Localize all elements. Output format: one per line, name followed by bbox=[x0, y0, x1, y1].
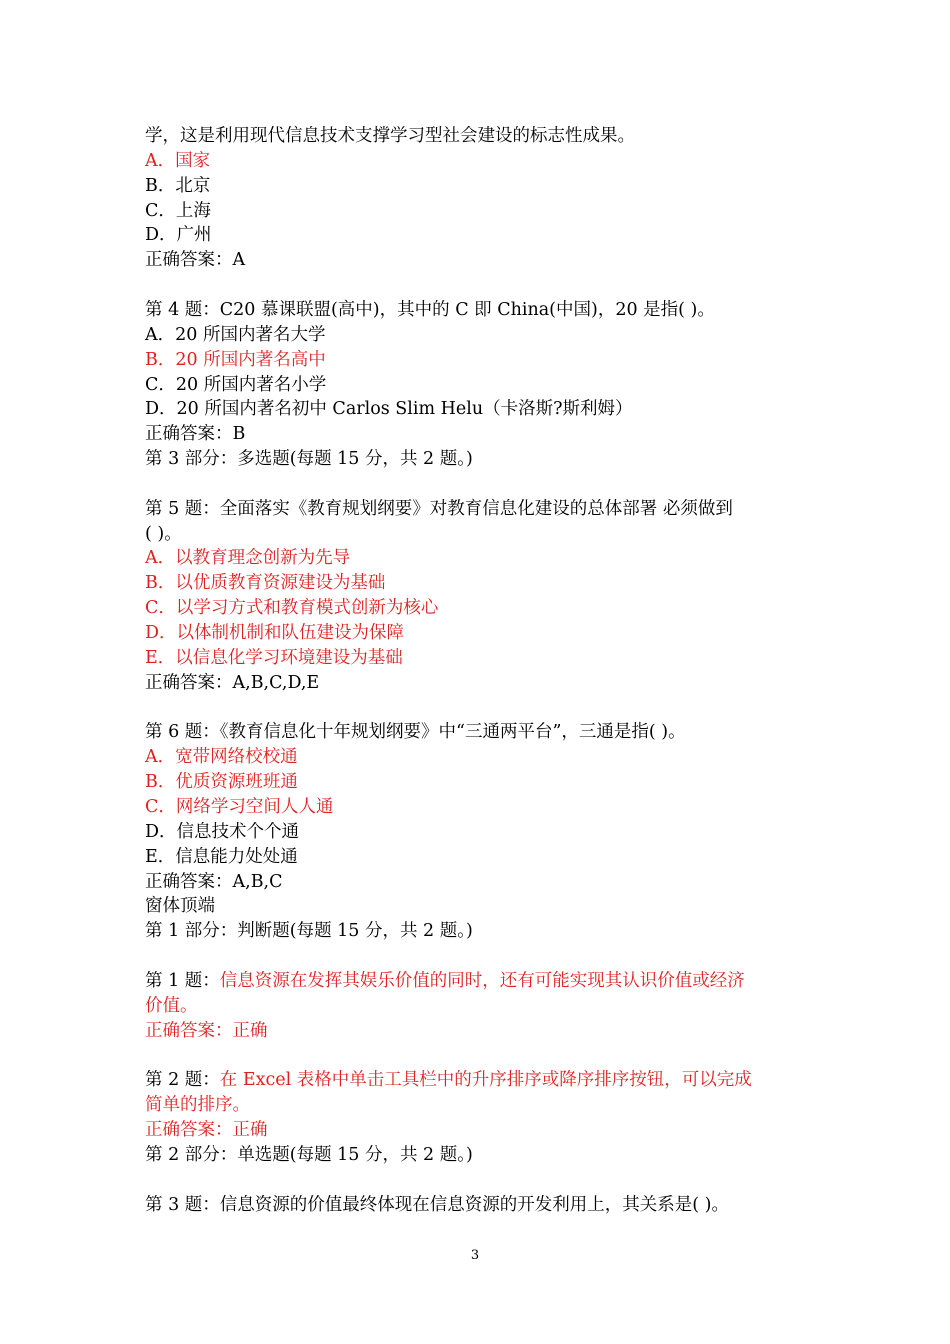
text-segment: E．信息能力处处通 bbox=[145, 846, 298, 867]
text-line bbox=[145, 820, 299, 845]
text-segment: C．以学习方式和教育模式创新为核心 bbox=[145, 598, 439, 619]
text-segment: C．20 所国内著名小学 bbox=[145, 374, 327, 395]
text-segment: 价值。 bbox=[145, 995, 198, 1016]
text-line bbox=[145, 1143, 473, 1168]
text-line bbox=[145, 1193, 729, 1218]
text-line bbox=[145, 646, 403, 671]
text-line bbox=[145, 894, 215, 919]
text-segment: 正确答案：B bbox=[145, 424, 246, 445]
text-line bbox=[145, 397, 633, 422]
text-segment: A．国家 bbox=[145, 150, 211, 171]
text-segment: E．以信息化学习环境建设为基础 bbox=[145, 647, 403, 668]
text-segment: B．北京 bbox=[145, 175, 211, 196]
text-line bbox=[145, 373, 326, 398]
text-line bbox=[145, 323, 325, 348]
text-line bbox=[145, 720, 686, 745]
text-segment: 正确答案：A,B,C bbox=[145, 871, 283, 892]
text-segment: A．以教育理念创新为先导 bbox=[145, 548, 351, 569]
text-segment: 第 1 部分：判断题(每题 15 分，共 2 题。) bbox=[145, 921, 473, 942]
text-segment: 学，这是利用现代信息技术支撑学习型社会建设的标志性成果。 bbox=[145, 126, 635, 146]
text-line bbox=[145, 1068, 752, 1093]
text-segment: ( )。 bbox=[145, 523, 182, 544]
text-segment: 简单的排序。 bbox=[145, 1095, 250, 1116]
text-segment: 正确答案：A bbox=[145, 250, 246, 271]
text-line bbox=[145, 174, 210, 199]
text-line bbox=[145, 298, 715, 323]
text-segment: D．广州 bbox=[145, 225, 212, 246]
text-line bbox=[145, 621, 404, 646]
text-segment: 第 6 题：《教育信息化十年规划纲要》中“三通两平台”，三通是指( )。 bbox=[145, 722, 686, 743]
text-line bbox=[145, 994, 198, 1019]
text-segment: 第 4 题：C20 慕课联盟(高中)，其中的 C 即 China(中国)，20 是指( )。 bbox=[145, 299, 715, 320]
text-line bbox=[145, 149, 210, 174]
question-text: 信息资源在发挥其娱乐价值的同时，还有可能实现其认识价值或经济 bbox=[219, 970, 745, 991]
text-segment: 第 1 题： bbox=[145, 970, 220, 991]
text-line bbox=[145, 845, 298, 870]
text-line bbox=[145, 497, 733, 522]
text-segment: A．20 所国内著名大学 bbox=[145, 324, 326, 345]
text-segment: A．宽带网络校校通 bbox=[145, 747, 298, 768]
text-line bbox=[145, 546, 350, 571]
text-line bbox=[145, 919, 473, 944]
text-segment: 第 3 部分：多选题(每题 15 分，共 2 题。) bbox=[145, 449, 473, 470]
text-line bbox=[145, 571, 385, 596]
text-segment: 第 3 题：信息资源的价值最终体现在信息资源的开发利用上，其关系是( )。 bbox=[145, 1194, 729, 1215]
text-line bbox=[145, 770, 298, 795]
text-line bbox=[145, 1118, 268, 1143]
text-line bbox=[145, 745, 298, 770]
text-line bbox=[145, 422, 245, 447]
text-line bbox=[145, 1019, 268, 1044]
text-segment: 正确答案：正确 bbox=[145, 1020, 268, 1041]
text-segment: 第 2 题： bbox=[145, 1070, 220, 1091]
text-line bbox=[145, 522, 182, 547]
text-line bbox=[145, 870, 283, 895]
text-line bbox=[145, 348, 326, 373]
text-segment: D．以体制机制和队伍建设为保障 bbox=[145, 623, 405, 643]
text-segment: B．以优质教育资源建设为基础 bbox=[145, 573, 386, 594]
text-line bbox=[145, 596, 438, 621]
text-segment: C．上海 bbox=[145, 200, 211, 221]
text-segment: 正确答案：正确 bbox=[145, 1120, 268, 1140]
question-text: 在 Excel 表格中单击工具栏中的升序排序或降序排序按钮，可以完成 bbox=[219, 1070, 752, 1091]
text-segment: 第 5 题：全面落实《教育规划纲要》对教育信息化建设的总体部署 必须做到 bbox=[145, 498, 733, 519]
text-line bbox=[145, 447, 473, 472]
text-segment: D．20 所国内著名初中 Carlos Slim Helu（卡洛斯?斯利姆） bbox=[145, 399, 633, 420]
text-line bbox=[145, 124, 635, 149]
text-line bbox=[145, 671, 319, 696]
text-segment: D．信息技术个个通 bbox=[145, 821, 300, 842]
text-segment: C．网络学习空间人人通 bbox=[145, 796, 334, 817]
text-segment: B．优质资源班班通 bbox=[145, 772, 298, 793]
text-line bbox=[145, 1093, 250, 1118]
text-segment: 窗体顶端 bbox=[145, 896, 215, 917]
text-segment: 第 2 部分：单选题(每题 15 分，共 2 题。) bbox=[145, 1144, 473, 1165]
text-line bbox=[145, 199, 211, 224]
text-segment: 正确答案：A,B,C,D,E bbox=[145, 672, 320, 693]
text-line bbox=[145, 795, 333, 820]
text-line bbox=[145, 248, 245, 273]
page-number: 3 bbox=[470, 1248, 480, 1263]
text-line bbox=[145, 969, 745, 994]
text-line bbox=[145, 223, 212, 248]
text-segment: B．20 所国内著名高中 bbox=[145, 349, 326, 370]
